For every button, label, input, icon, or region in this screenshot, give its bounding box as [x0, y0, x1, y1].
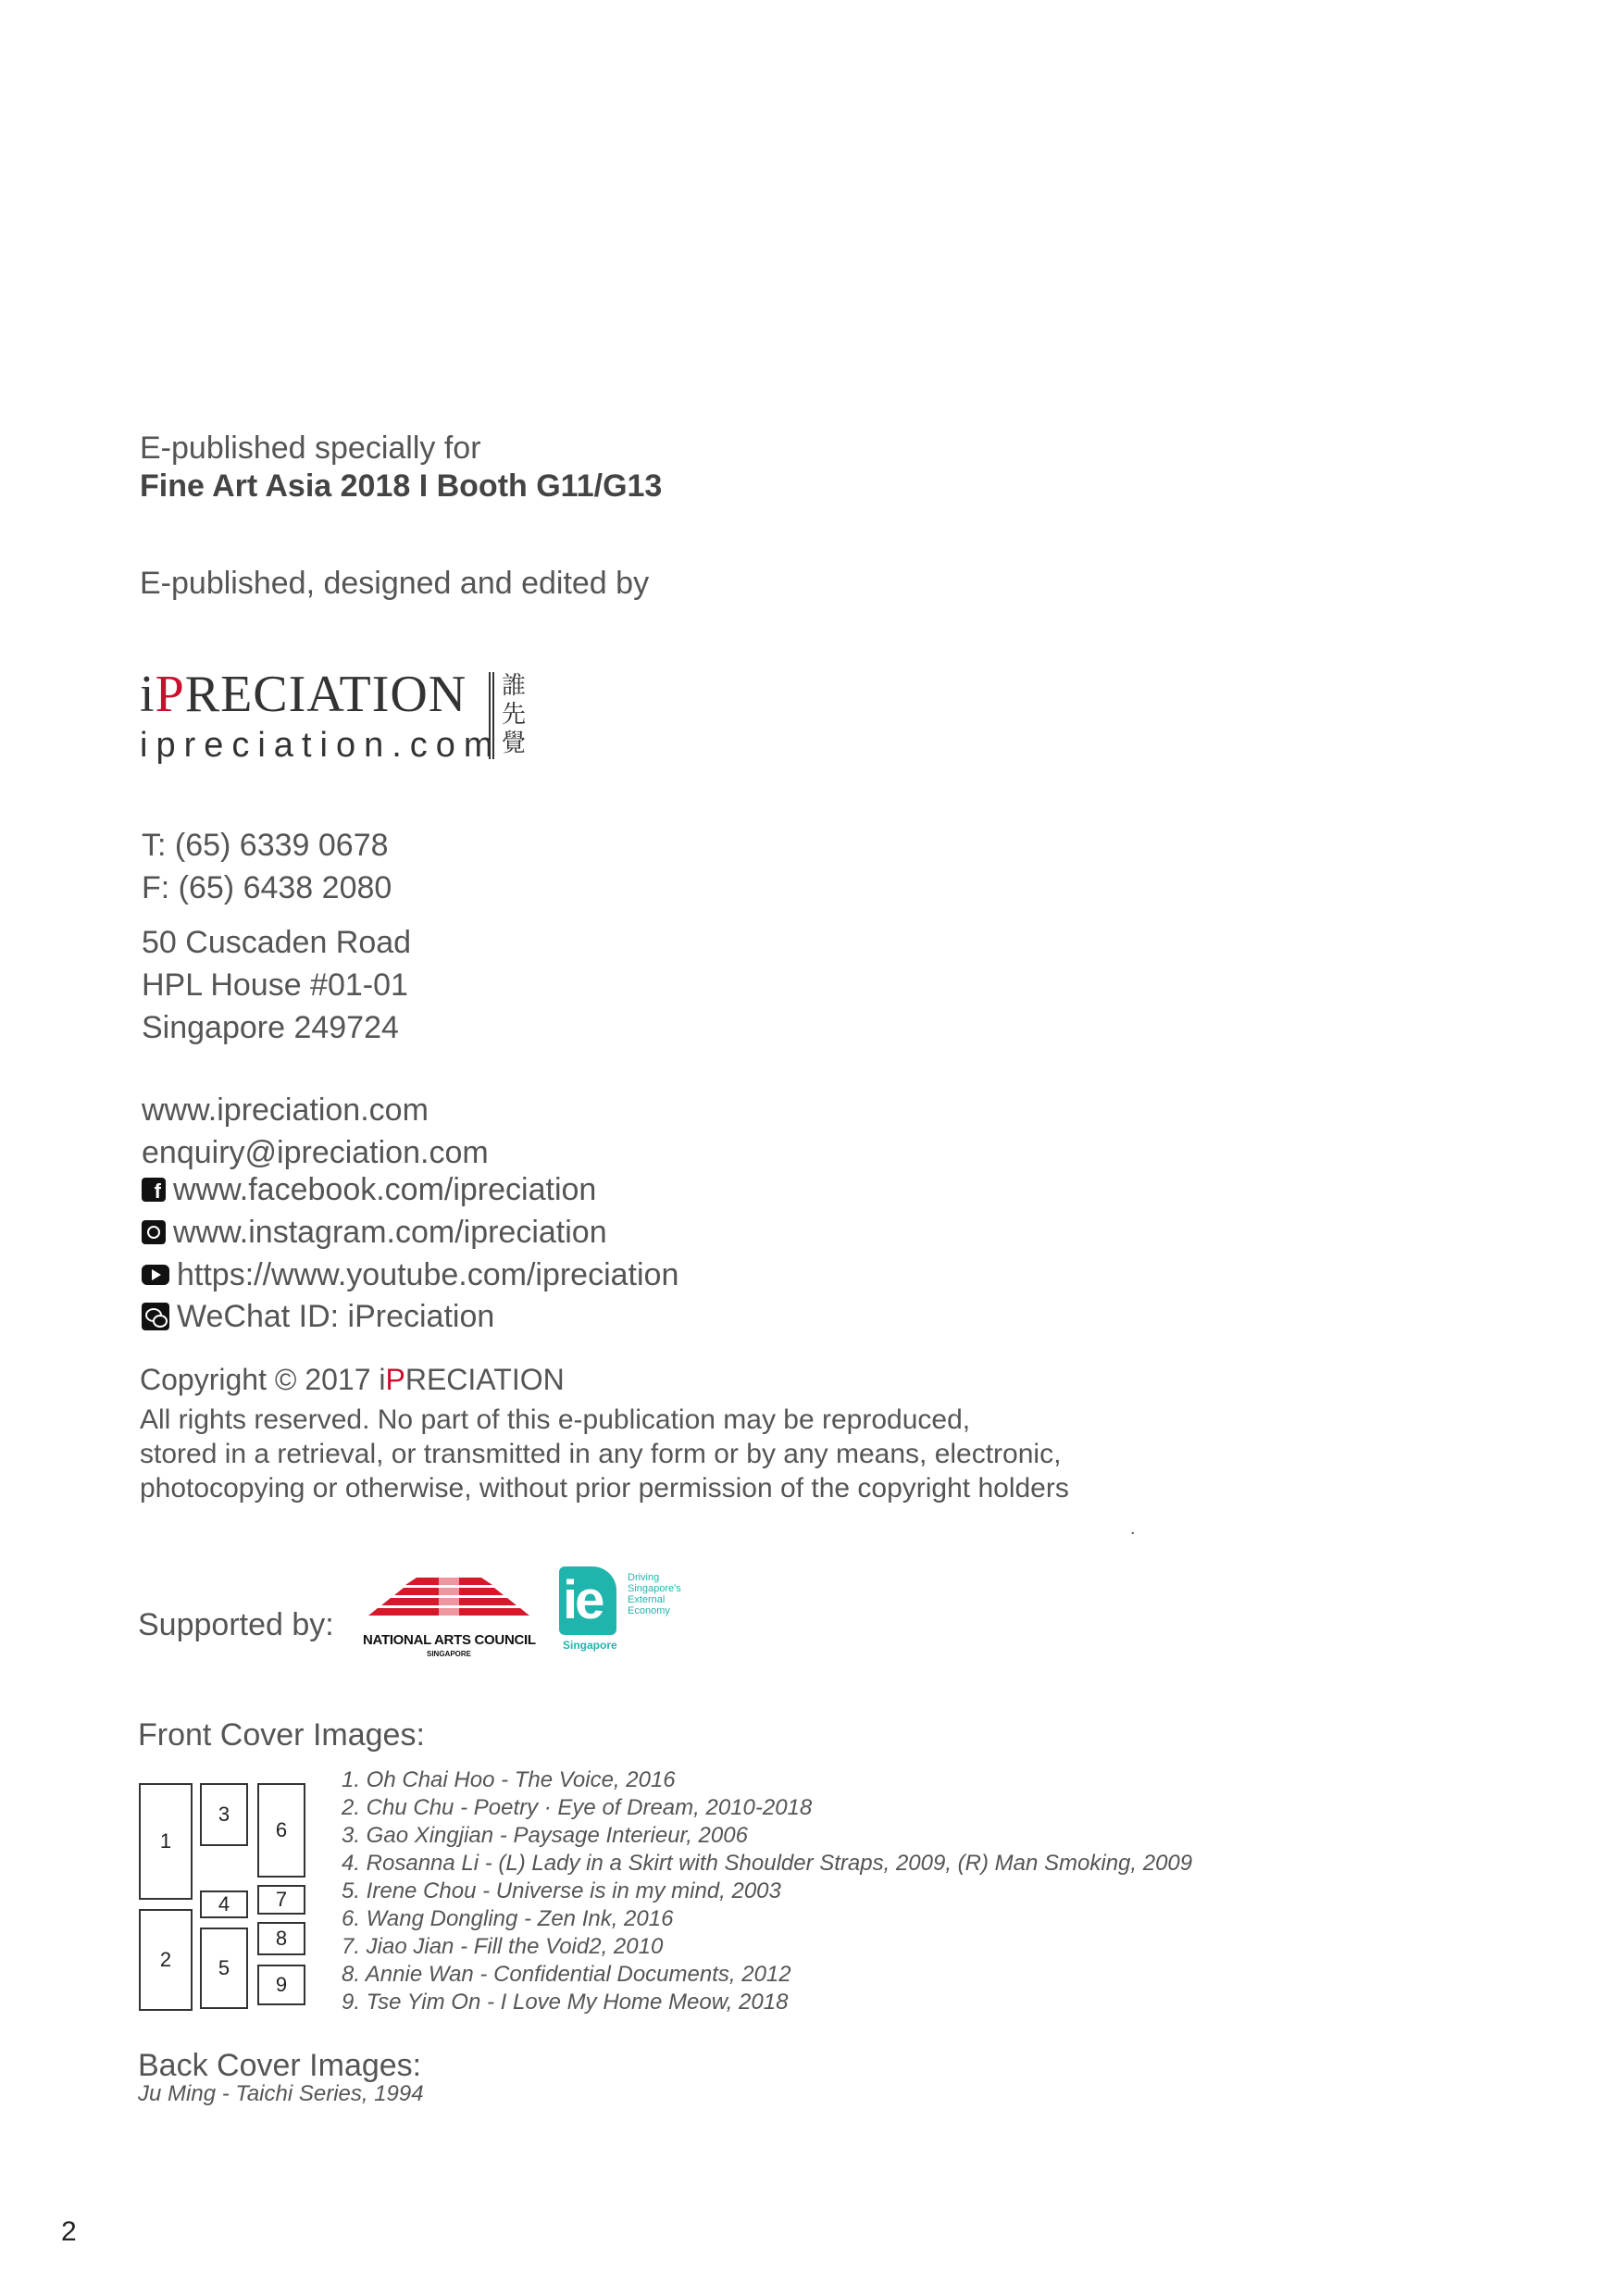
caption-2: 2. Chu Chu - Poetry · Eye of Dream, 2010-2018: [342, 1795, 813, 1820]
event-title: Fine Art Asia 2018 I Booth G11/G13: [140, 468, 663, 504]
page-number: 2: [61, 2216, 77, 2247]
email-link[interactable]: enquiry@ipreciation.com: [142, 1135, 489, 1170]
instagram-row[interactable]: [142, 1217, 607, 1248]
caption-4: 4. Rosanna Li - (L) Lady in a Skirt with Shoulder Straps, 2009, (R) Man Smoking, 2009: [342, 1851, 1193, 1876]
cover-box-5: 5: [200, 1928, 248, 2009]
address-line-1: 50 Cuscaden Road: [142, 925, 412, 960]
rights-line-2: stored in a retrieval, or transmitted in any form or by any means, electronic,: [140, 1439, 1062, 1469]
wechat-id: WeChat ID: iPreciation: [177, 1299, 495, 1334]
wechat-row[interactable]: [142, 1301, 494, 1332]
cover-box-3: 3: [200, 1783, 248, 1846]
cover-box-1: 1: [139, 1783, 193, 1900]
rights-line-3: photocopying or otherwise, without prior permission of the copyright holders: [140, 1473, 1069, 1504]
wechat-icon: [142, 1303, 169, 1330]
fax: F: (65) 6438 2080: [142, 870, 392, 905]
nac-emblem-icon: [363, 1574, 535, 1624]
telephone: T: (65) 6339 0678: [142, 828, 389, 863]
logo-divider: [489, 672, 494, 759]
caption-1: 1. Oh Chai Hoo - The Voice, 2016: [342, 1767, 676, 1792]
front-cover-title: Front Cover Images:: [138, 1717, 425, 1753]
nac-sub: SINGAPORE: [426, 1650, 471, 1658]
supported-by-label: Supported by:: [138, 1607, 334, 1642]
caption-5: 5. Irene Chou - Universe is in my mind, 2003: [342, 1878, 781, 1903]
instagram-icon: [142, 1220, 166, 1244]
cover-box-8: 8: [257, 1922, 305, 1955]
epub-for-text: E-published specially for: [140, 430, 481, 466]
ipreciation-logo: [140, 668, 502, 763]
caption-6: 6. Wang Dongling - Zen Ink, 2016: [342, 1906, 674, 1931]
back-cover-caption: Ju Ming - Taichi Series, 1994: [138, 2081, 424, 2106]
copyright-line: Copyright © 2017 iPRECIATION: [140, 1363, 565, 1396]
logo-chinese-characters: 誰 先 覺: [502, 672, 527, 757]
ie-letters: ie: [563, 1570, 603, 1630]
designed-by-text: E-published, designed and edited by: [140, 566, 650, 601]
youtube-link[interactable]: https://www.youtube.com/ipreciation: [177, 1257, 679, 1292]
caption-3: 3. Gao Xingjian - Paysage Interieur, 2006: [342, 1823, 748, 1848]
youtube-row[interactable]: [142, 1259, 678, 1291]
ie-tagline: Driving Singapore's External Economy: [628, 1572, 681, 1616]
address-line-2: HPL House #01-01: [142, 967, 408, 1003]
caption-7: 7. Jiao Jian - Fill the Void2, 2010: [342, 1934, 664, 1959]
facebook-link[interactable]: www.facebook.com/ipreciation: [173, 1172, 597, 1207]
cover-box-6: 6: [257, 1783, 305, 1878]
nac-logo: [363, 1574, 536, 1658]
stray-dot: .: [1130, 1518, 1136, 1539]
caption-8: 8. Annie Wan - Confidential Documents, 2012: [342, 1962, 791, 1987]
facebook-icon: f: [142, 1178, 166, 1202]
facebook-row[interactable]: [142, 1174, 596, 1205]
instagram-link[interactable]: www.instagram.com/ipreciation: [173, 1215, 607, 1250]
ie-singapore-logo: [559, 1566, 698, 1659]
website-link[interactable]: www.ipreciation.com: [142, 1092, 429, 1128]
cover-box-4: 4: [200, 1890, 248, 1918]
youtube-icon: [142, 1265, 169, 1285]
logo-url: ipreciation.com: [140, 726, 502, 765]
rights-line-1: All rights reserved. No part of this e-publication may be reproduced,: [140, 1404, 971, 1435]
cover-box-2: 2: [139, 1909, 193, 2011]
cover-layout-diagram: [137, 1778, 313, 2018]
back-cover-title: Back Cover Images:: [138, 2048, 422, 2083]
cover-box-7: 7: [257, 1885, 305, 1915]
caption-9: 9. Tse Yim On - I Love My Home Meow, 2018: [342, 1990, 789, 2015]
logo-wordmark: iPRECIATION: [140, 666, 467, 723]
ie-sub: Singapore: [563, 1639, 617, 1652]
nac-name: NATIONAL ARTS COUNCIL: [363, 1632, 536, 1648]
address-line-3: Singapore 249724: [142, 1010, 399, 1045]
cover-box-9: 9: [257, 1965, 305, 2005]
